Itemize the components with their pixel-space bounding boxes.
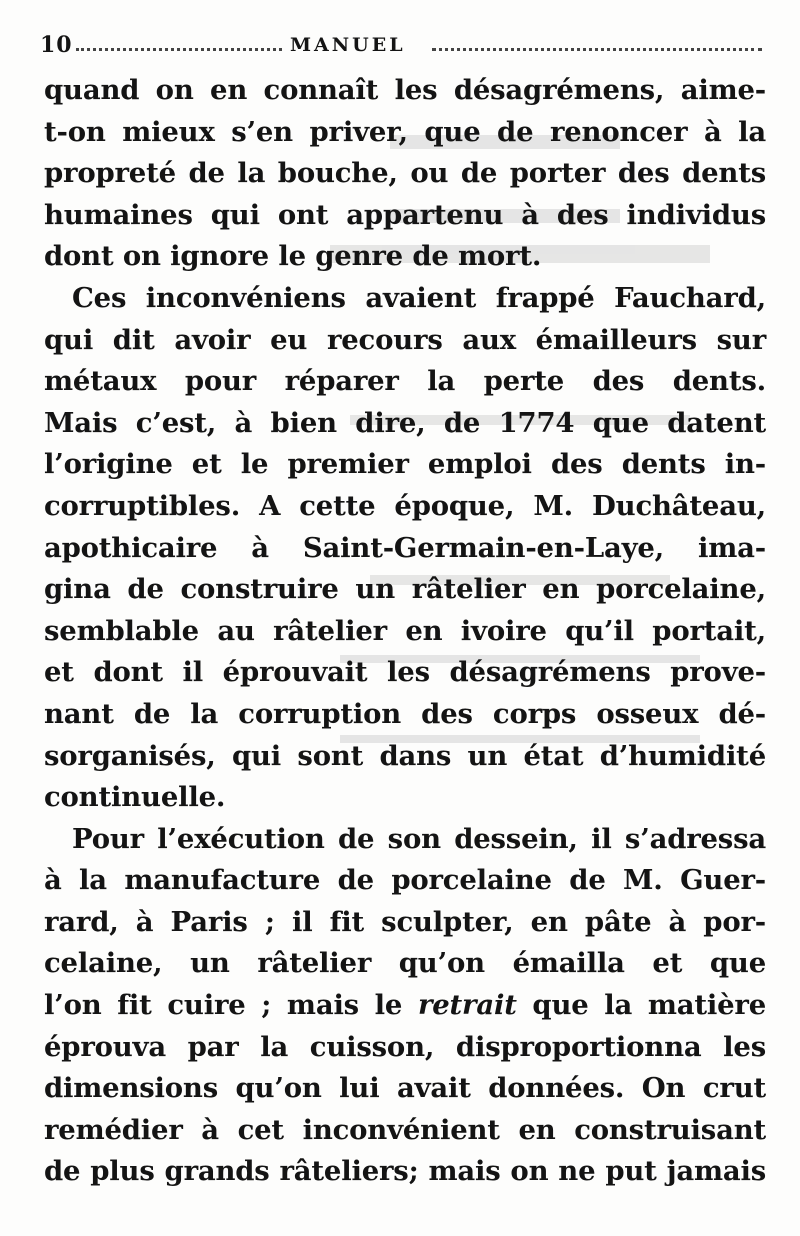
- text-line: propreté de la bouche, ou de porter des dents: [44, 157, 766, 190]
- text-line: et dont il éprouvait les désagrémens prove-: [44, 656, 766, 689]
- text-line: Mais c’est, à bien dire, de 1774 que datent: [44, 406, 766, 439]
- text-line-with-italic: [44, 985, 766, 1027]
- running-head: [40, 30, 762, 64]
- text-line: dimensions qu’on lui avait données. On crut: [44, 1072, 766, 1105]
- text-line: celaine, un râtelier qu’on émailla et que: [44, 947, 766, 980]
- text-line: rard, à Paris ; il fit sculpter, en pâte à por-: [44, 905, 766, 938]
- text-line: métaux pour réparer la perte des dents.: [44, 365, 766, 398]
- text-segment: que la matière: [532, 989, 766, 1022]
- running-title: MANUEL: [290, 34, 406, 56]
- text-line: Ces inconvéniens avaient frappé Fauchard,: [72, 281, 766, 314]
- text-line: à la manufacture de porcelaine de M. Guer-: [44, 864, 766, 897]
- italic-word-retrait: retrait: [417, 989, 517, 1022]
- text-line: semblable au râtelier en ivoire qu’il portait,: [44, 614, 766, 647]
- text-line: nant de la corruption des corps osseux dé-: [44, 697, 766, 730]
- text-line: quand on en connaît les désagrémens, aime-: [44, 74, 766, 106]
- page-number: 10: [40, 32, 73, 58]
- body-text: [44, 70, 766, 1193]
- text-line: Pour l’exécution de son dessein, il s’adressa: [72, 822, 766, 855]
- text-line: qui dit avoir eu recours aux émailleurs sur: [44, 323, 766, 356]
- text-line: apothicaire à Saint-Germain-en-Laye, ima-: [44, 531, 766, 564]
- text-line: remédier à cet inconvénient en construisant: [44, 1113, 766, 1146]
- text-line: l’origine et le premier emploi des dents in-: [44, 448, 766, 481]
- dotted-rule-right: [432, 48, 762, 51]
- text-segment: l’on fit cuire ; mais le: [44, 989, 403, 1022]
- text-line: corruptibles. A cette époque, M. Duchâteau,: [44, 489, 766, 522]
- dotted-rule-left: [76, 48, 282, 51]
- text-line: sorganisés, qui sont dans un état d’humidité: [44, 739, 766, 772]
- text-line: éprouva par la cuisson, disproportionna les: [44, 1030, 766, 1063]
- text-line: continuelle.: [44, 781, 226, 814]
- text-line: humaines qui ont appartenu à des individus: [44, 198, 766, 231]
- text-line: de plus grands râteliers; mais on ne put jamais: [44, 1155, 766, 1188]
- text-line: gina de construire un râtelier en porcelaine,: [44, 573, 766, 606]
- text-line: t-on mieux s’en priver, que de renoncer à la: [44, 115, 766, 148]
- text-line: dont on ignore le genre de mort.: [44, 240, 542, 273]
